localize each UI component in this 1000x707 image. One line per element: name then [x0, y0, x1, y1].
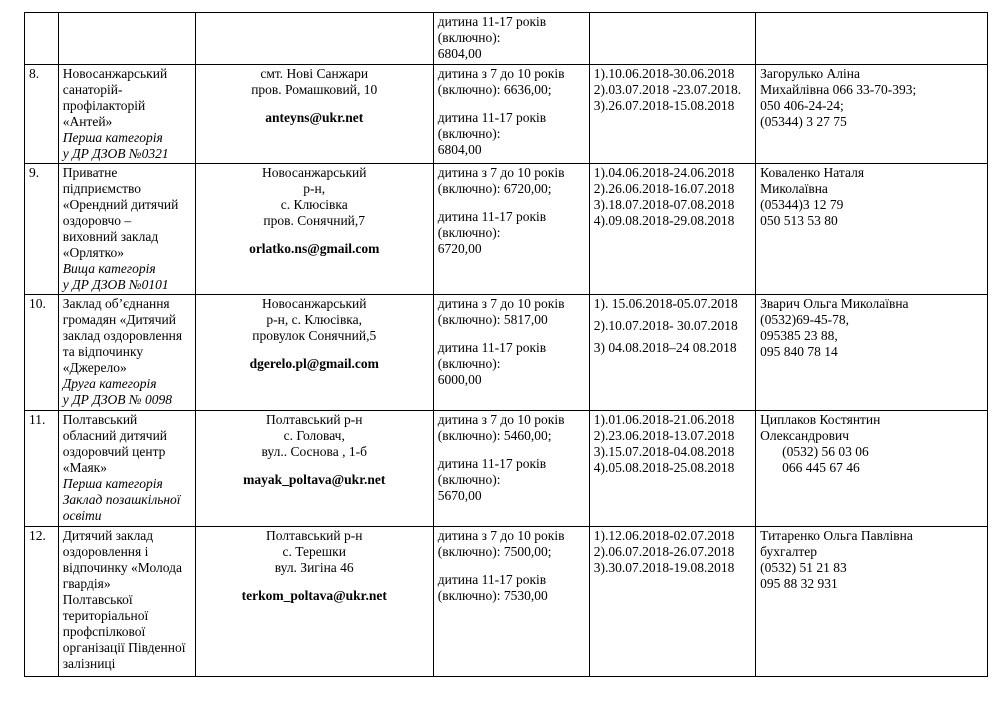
camp-address	[195, 13, 433, 65]
camp-dates: 1).12.06.2018-02.07.2018 2).06.07.2018-26.07.2018 3).30.07.2018-19.08.2018	[589, 527, 755, 677]
camps-table	[24, 12, 988, 677]
table-row	[25, 527, 988, 677]
camp-contact: Циплаков Костянтин Олександрович (0532) 56 03 06 066 445 67 46	[756, 411, 988, 527]
camp-address: Полтавський р-н с. Терешки вул. Зигіна 46 terkom_poltava@ukr.net	[195, 527, 433, 677]
email-link[interactable]: mayak_poltava@ukr.net	[243, 472, 386, 487]
camp-name: Дитячий заклад оздоровлення і відпочинку «Молода гвардія» Полтавської територіальної профспілкової організації Південної залізниці	[58, 527, 195, 677]
camp-name: Полтавський обласний дитячий оздоровчий центр «Маяк» Перша категорія Заклад позашкільної освіти	[58, 411, 195, 527]
camp-price: дитина 11-17 років (включно): 6804,00	[433, 13, 589, 65]
camp-dates: 1).04.06.2018-24.06.2018 2).26.06.2018-16.07.2018 3).18.07.2018-07.08.2018 4).09.08.2018-29.08.2018	[589, 164, 755, 295]
camp-address: Новосанжарський р-н, с. Клюсівка, провулок Сонячний,5 dgerelo.pl@gmail.com	[195, 295, 433, 411]
camp-name: Приватне підприємство «Орендний дитячий оздоровчо – виховний заклад «Орлятко» Вища категорія у ДР ДЗОВ №0101	[58, 164, 195, 295]
camp-price: дитина з 7 до 10 років (включно): 5817,00 дитина 11-17 років (включно): 6000,00	[433, 295, 589, 411]
table-row	[25, 65, 988, 164]
camp-contact: Титаренко Ольга Павлівна бухгалтер (0532) 51 21 83 095 88 32 931	[756, 527, 988, 677]
camp-price: дитина з 7 до 10 років (включно): 6636,00; дитина 11-17 років (включно): 6804,00	[433, 65, 589, 164]
camp-dates	[589, 13, 755, 65]
camp-price: дитина з 7 до 10 років (включно): 5460,00; дитина 11-17 років (включно): 5670,00	[433, 411, 589, 527]
table-row	[25, 13, 988, 65]
email-link[interactable]: orlatko.ns@gmail.com	[249, 241, 380, 256]
row-number: 9.	[25, 164, 59, 295]
row-number: 8.	[25, 65, 59, 164]
row-number: 12.	[25, 527, 59, 677]
table-row	[25, 411, 988, 527]
camp-name	[58, 13, 195, 65]
email-link[interactable]: terkom_poltava@ukr.net	[241, 588, 387, 603]
table-row	[25, 164, 988, 295]
camp-price: дитина з 7 до 10 років (включно): 6720,00; дитина 11-17 років (включно): 6720,00	[433, 164, 589, 295]
row-number: 11.	[25, 411, 59, 527]
table-row	[25, 295, 988, 411]
camp-dates: 1).10.06.2018-30.06.2018 2).03.07.2018 -23.07.2018. 3).26.07.2018-15.08.2018	[589, 65, 755, 164]
camp-contact: Загорулько Аліна Михайлівна 066 33-70-393; 050 406-24-24; (05344) 3 27 75	[756, 65, 988, 164]
camp-contact: Зварич Ольга Миколаївна (0532)69-45-78, 095385 23 88, 095 840 78 14	[756, 295, 988, 411]
camp-address: Полтавський р-н с. Головач, вул.. Соснова , 1-б mayak_poltava@ukr.net	[195, 411, 433, 527]
camp-name: Заклад об’єднання громадян «Дитячий заклад оздоровлення та відпочинку «Джерело» Друга категорія у ДР ДЗОВ № 0098	[58, 295, 195, 411]
camp-address: смт. Нові Санжари пров. Ромашковий, 10 anteyns@ukr.net	[195, 65, 433, 164]
camp-name: Новосанжарський санаторій- профілакторій «Антей» Перша категорія у ДР ДЗОВ №0321	[58, 65, 195, 164]
row-number: 10.	[25, 295, 59, 411]
camp-contact: Коваленко Наталя Миколаївна (05344)3 12 79 050 513 53 80	[756, 164, 988, 295]
email-link[interactable]: anteyns@ukr.net	[265, 110, 364, 125]
row-number	[25, 13, 59, 65]
camp-dates: 1). 15.06.2018-05.07.2018 2).10.07.2018- 30.07.2018 3) 04.08.2018–24 08.2018	[589, 295, 755, 411]
camp-address: Новосанжарський р-н, с. Клюсівка пров. Сонячний,7 orlatko.ns@gmail.com	[195, 164, 433, 295]
camp-price: дитина з 7 до 10 років (включно): 7500,00; дитина 11-17 років (включно): 7530,00	[433, 527, 589, 677]
email-link[interactable]: dgerelo.pl@gmail.com	[249, 356, 379, 371]
camp-dates: 1).01.06.2018-21.06.2018 2).23.06.2018-13.07.2018 3).15.07.2018-04.08.2018 4).05.08.2018-25.08.2018	[589, 411, 755, 527]
camp-contact	[756, 13, 988, 65]
